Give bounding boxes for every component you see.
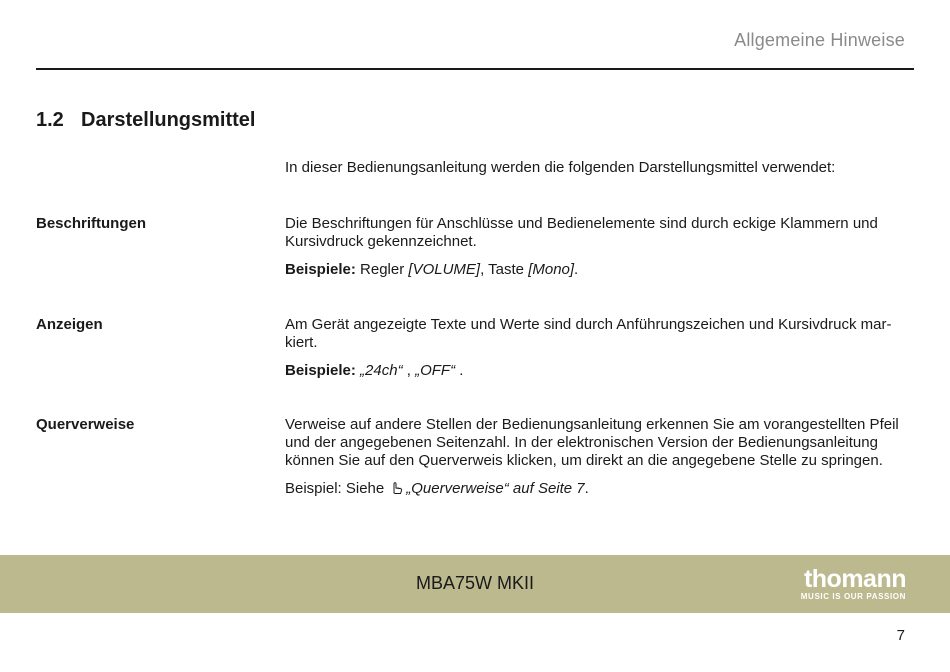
row-example bbox=[285, 480, 910, 498]
row-label-beschriftungen: Beschriftungen bbox=[36, 215, 147, 232]
row-body-querverweise bbox=[285, 416, 910, 498]
example-text: , bbox=[402, 362, 416, 379]
example-prefix: Beispiel: Siehe bbox=[285, 480, 385, 497]
row-label-querverweise: Querverweise bbox=[36, 416, 135, 433]
pointing-hand-icon bbox=[390, 481, 404, 495]
example-text: , Taste bbox=[480, 261, 529, 278]
row-label-anzeigen: Anzeigen bbox=[36, 316, 103, 333]
running-header: Allgemeine Hinweise bbox=[734, 30, 905, 50]
logo-wordmark: thomann bbox=[803, 565, 906, 593]
row-body-beschriftungen bbox=[285, 215, 910, 279]
example-label: Beispiele: bbox=[285, 261, 356, 278]
page-number: 7 bbox=[896, 627, 905, 644]
row-text: Verweise auf andere Stellen der Bedienungsanleitung erkennen Sie am vorangestellten Pfeil und der angegebenen Seitenzahl. In der elektronischen Version der Bedienungsanleitung können Sie auf den Querverweis klicken, um direkt an die angegebene Stelle zu springen. bbox=[285, 416, 899, 469]
example-control-mono: [Mono] bbox=[528, 261, 575, 278]
cross-reference-link[interactable]: „Querverweise“ auf Seite 7 bbox=[406, 480, 585, 497]
logo-tagline: MUSIC IS OUR PASSION bbox=[800, 592, 906, 601]
example-suffix: . bbox=[584, 480, 589, 497]
header-divider bbox=[36, 68, 914, 70]
example-text: . bbox=[455, 362, 464, 379]
example-control-volume: [VOLUME] bbox=[408, 261, 481, 278]
row-text: Die Beschriftungen für Anschlüsse und Bedienelemente sind durch eckige Klammern und Kursivdruck gekennzeichnet. bbox=[285, 215, 878, 250]
example-text: . bbox=[574, 261, 579, 278]
section-title: Darstellungsmittel bbox=[81, 109, 256, 131]
row-example bbox=[285, 362, 910, 380]
section-number: 1.2 bbox=[36, 109, 64, 131]
example-display-24ch: „24ch“ bbox=[355, 362, 403, 379]
example-display-off: „OFF“ bbox=[415, 362, 456, 379]
intro-paragraph: In dieser Bedienungsanleitung werden die folgenden Darstellungsmittel verwendet: bbox=[285, 159, 836, 176]
row-body-anzeigen bbox=[285, 316, 910, 380]
example-text: Regler bbox=[355, 261, 409, 278]
row-example bbox=[285, 261, 910, 279]
row-text: Am Gerät angezeigte Texte und Werte sind durch Anführungszeichen und Kursivdruck markiert. bbox=[285, 316, 892, 351]
example-label: Beispiele: bbox=[285, 362, 356, 379]
section-heading bbox=[36, 109, 255, 132]
footer-band bbox=[0, 555, 950, 613]
thomann-logo bbox=[801, 567, 906, 601]
footer-model-name: MBA75W MKII bbox=[415, 573, 535, 593]
